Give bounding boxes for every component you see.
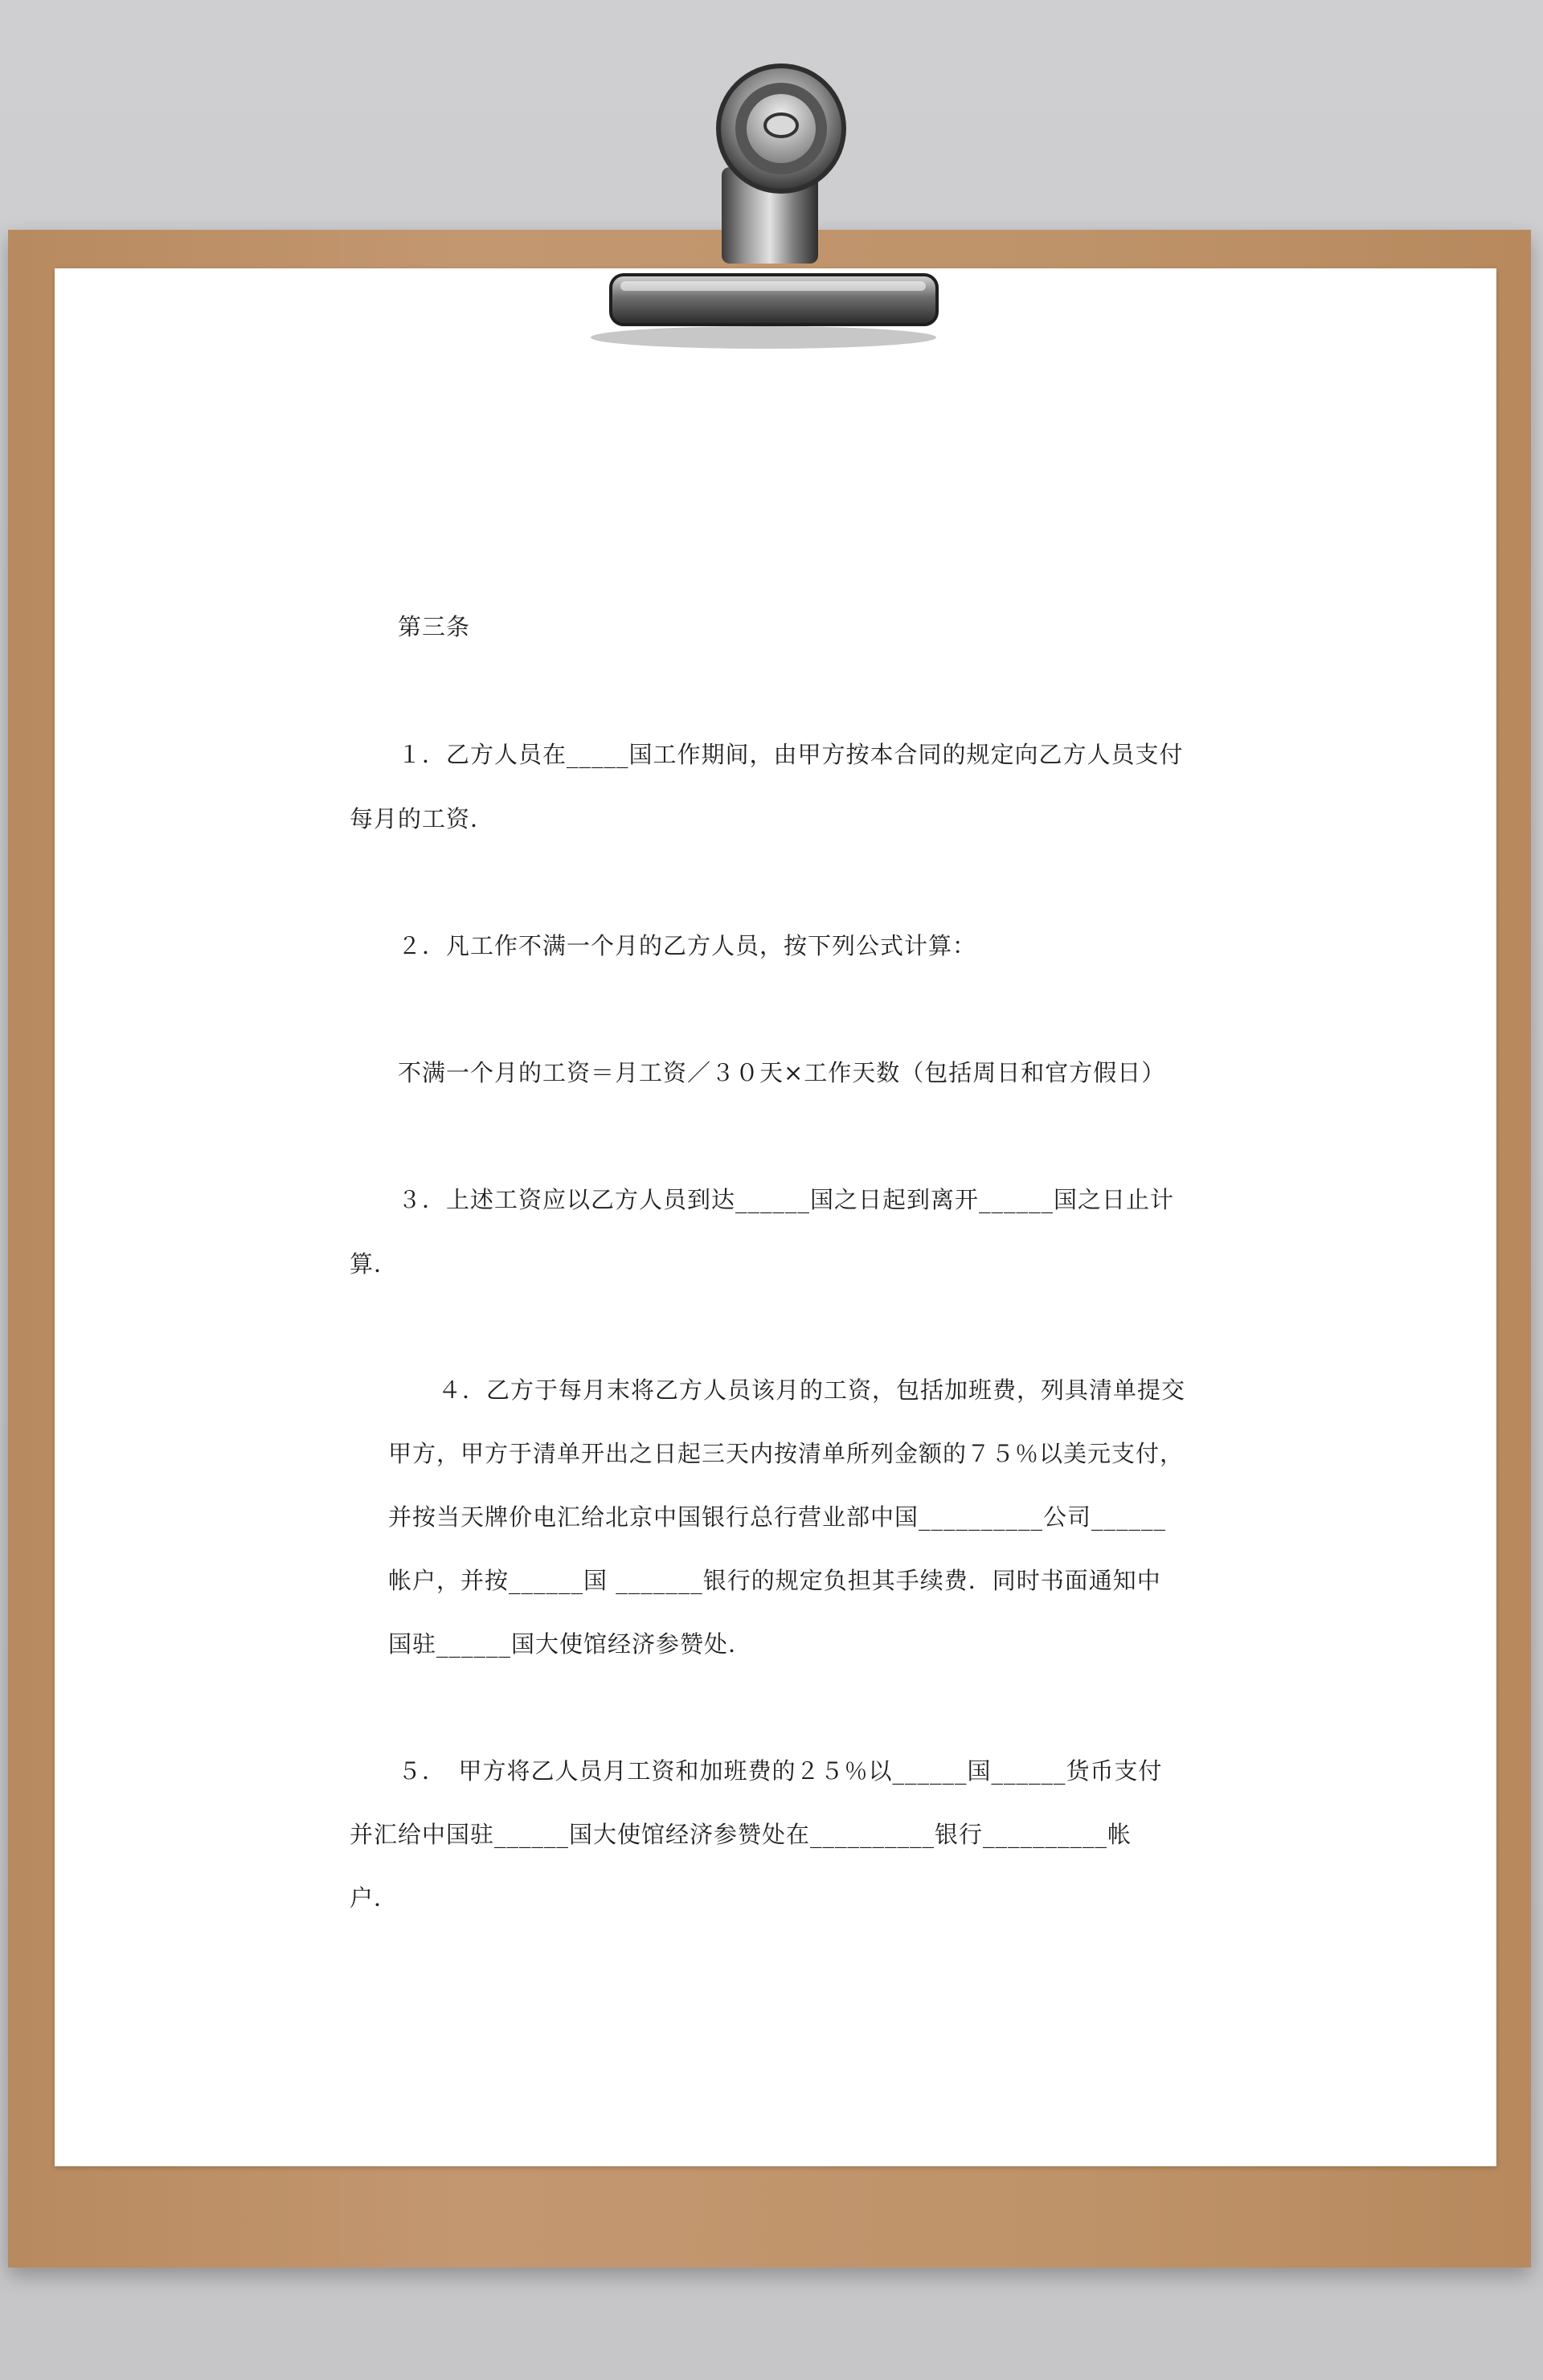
paper-sheet (55, 268, 1496, 2166)
clause-1-line-2: 每月的工资． (350, 805, 495, 832)
clause-4-line-3: 并按当天牌价电汇给北京中国银行总行营业部中国__________公司______ (388, 1503, 1167, 1531)
clause-5-line-3: 户． (350, 1884, 399, 1912)
clause-4-line-2: 甲方，甲方于清单开出之日起三天内按清单所列金额的７５％以美元支付， (388, 1440, 1185, 1467)
clause-1-line-1: １．乙方人员在_____国工作期间，由甲方按本合同的规定向乙方人员支付 (398, 741, 1184, 768)
clause-4-line-1: ４．乙方于每月末将乙方人员该月的工资，包括加班费，列具清单提交 (438, 1376, 1186, 1404)
clause-5-line-1: ５． 甲方将乙人员月工资和加班费的２５％以______国______货币支付 (398, 1757, 1163, 1785)
clause-4-line-4: 帐户，并按______国 _______银行的规定负担其手续费．同时书面通知中 (388, 1567, 1161, 1594)
binder-clip-icon (579, 48, 948, 354)
formula-line: 不满一个月的工资＝月工资／３０天×工作天数（包括周日和官方假日） (398, 1059, 1166, 1086)
clause-3-line-1: ３．上述工资应以乙方人员到达______国之日起到离开______国之日止计 (398, 1186, 1175, 1213)
clause-4-line-5: 国驻______国大使馆经济参赞处． (388, 1630, 753, 1658)
article-heading: 第三条 (398, 613, 471, 640)
clause-2: ２．凡工作不满一个月的乙方人员，按下列公式计算： (398, 932, 977, 959)
clause-5-line-2: 并汇给中国驻______国大使馆经济参赞处在__________银行__________帐 (350, 1821, 1132, 1848)
clause-3-line-2: 算． (350, 1250, 399, 1278)
